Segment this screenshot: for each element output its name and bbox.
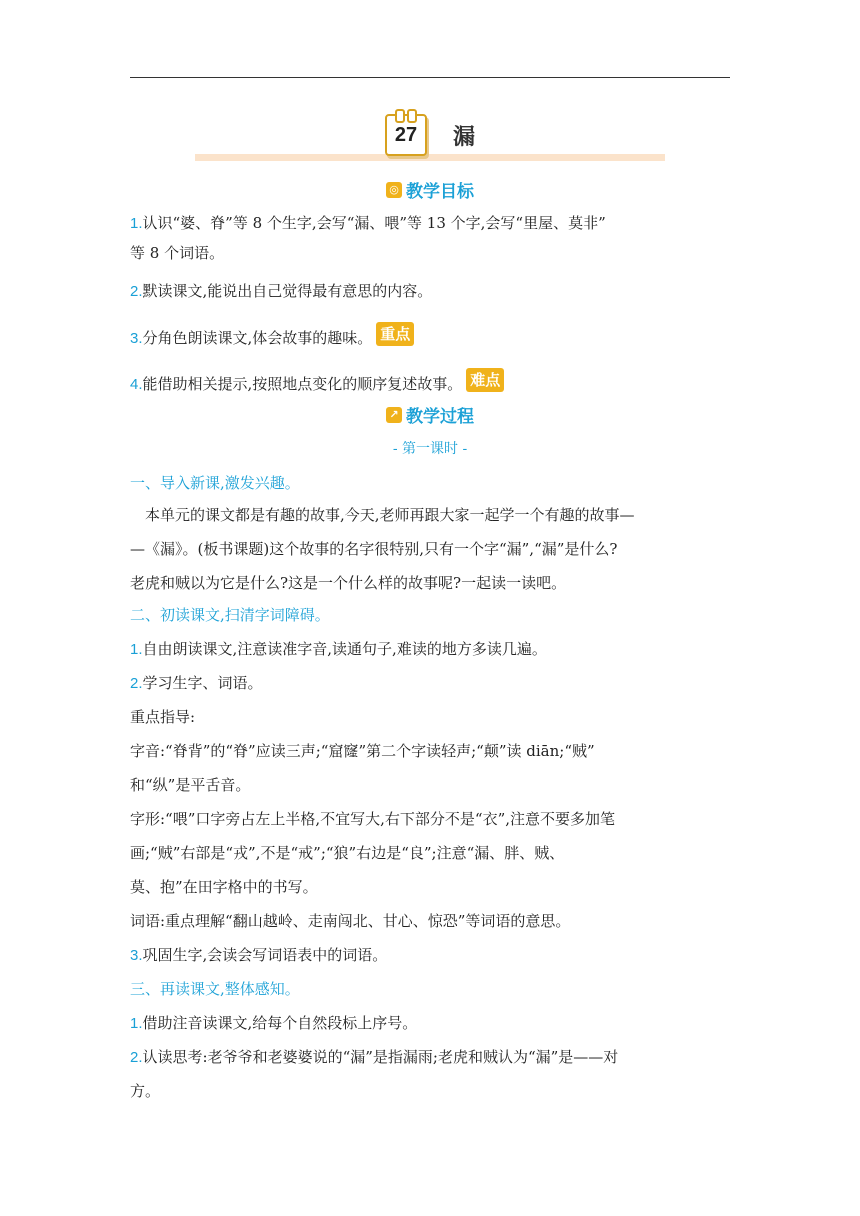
header-rule (130, 77, 730, 78)
lesson-header (195, 110, 665, 162)
goal-item-1: 1.认识“婆、脊”等 8 个生字,会写“漏、喂”等 13 个字,会写“里屋、莫非” (130, 214, 606, 232)
section-1-para-line-2: —《漏》。(板书课题)这个故事的名字很特别,只有一个字“漏”,“漏”是什么? (130, 540, 618, 558)
goal-item-2: 2.默读课文,能说出自己觉得最有意思的内容。 (130, 282, 433, 300)
section-3-title: 三、再读课文,整体感知。 (130, 980, 300, 998)
guide-label: 重点指导: (130, 708, 196, 726)
process-heading-text: 教学过程 (406, 407, 474, 427)
section-3-step-2: 2.认读思考:老爷爷和老婆婆说的“漏”是指漏雨;老虎和贼认为“漏”是——对 (130, 1048, 619, 1066)
lesson-title: 漏 (453, 125, 476, 150)
goal-item-3: 3.分角色朗读课文,体会故事的趣味。 重点 (130, 322, 730, 350)
lesson-time-label: - 第一课时 - (392, 441, 468, 457)
process-heading (0, 402, 860, 427)
pronunciation-line-2: 和“纵”是平舌音。 (130, 776, 251, 794)
section-2-step-2: 2.学习生字、词语。 (130, 674, 263, 692)
goal-item-4: 4.能借助相关提示,按照地点变化的顺序复述故事。 难点 (130, 368, 730, 396)
key-point-badge: 重点 (376, 322, 414, 346)
section-1-para-line-1: 本单元的课文都是有趣的故事,今天,老师再跟大家一起学一个有趣的故事— (145, 506, 635, 524)
calendar-ring-icon (407, 109, 417, 123)
target-icon: ◎ (386, 182, 402, 198)
words-line: 词语:重点理解“翻山越岭、走南闯北、甘心、惊恐”等词语的意思。 (130, 912, 571, 930)
title-band (195, 154, 665, 161)
section-3-step-2-cont: 方。 (130, 1082, 161, 1100)
section-1-title: 一、导入新课,激发兴趣。 (130, 474, 300, 492)
process-icon: ↗ (386, 407, 402, 423)
goals-heading (0, 177, 860, 202)
lesson-number-badge (385, 114, 427, 156)
goals-heading-text: 教学目标 (406, 182, 474, 202)
shape-line-2: 画;“贼”右部是“戎”,不是“戒”;“狼”右边是“良”;注意“漏、胖、贼、 (130, 844, 565, 862)
section-1-para-line-3: 老虎和贼以为它是什么?这是一个什么样的故事呢?一起读一读吧。 (130, 574, 567, 592)
pronunciation-line-1: 字音:“脊背”的“脊”应读三声;“窟窿”第二个字读轻声;“颠”读 diān;“贼” (130, 742, 595, 760)
section-2-title: 二、初读课文,扫清字词障碍。 (130, 606, 330, 624)
section-3-step-1: 1.借助注音读课文,给每个自然段标上序号。 (130, 1014, 418, 1032)
section-2-step-3: 3.巩固生字,会读会写词语表中的词语。 (130, 946, 388, 964)
shape-line-1: 字形:“喂”口字旁占左上半格,不宜写大,右下部分不是“衣”,注意不要多加笔 (130, 810, 616, 828)
lesson-number: 27 (394, 123, 418, 146)
shape-line-3: 莫、抱”在田字格中的书写。 (130, 878, 318, 896)
calendar-ring-icon (395, 109, 405, 123)
difficult-point-badge: 难点 (466, 368, 504, 392)
section-2-step-1: 1.自由朗读课文,注意读准字音,读通句子,难读的地方多读几遍。 (130, 640, 547, 658)
goal-item-1-cont: 等 8 个词语。 (130, 244, 225, 262)
